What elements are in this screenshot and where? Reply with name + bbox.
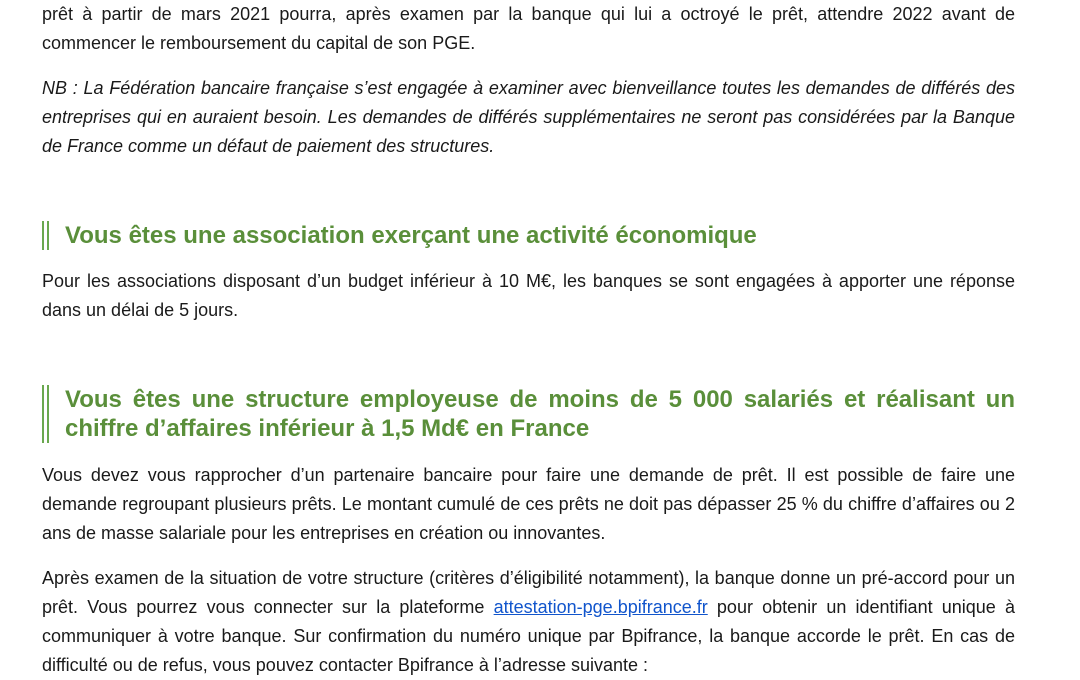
heading-bars-icon <box>42 385 49 443</box>
intro-paragraph <box>42 0 1015 58</box>
bpifrance-attestation-link[interactable]: attestation-pge.bpifrance.fr <box>493 597 708 617</box>
intro-line-1: prêt à partir de mars 2021 pourra, après examen par la banque qui lui a octroyé le prêt, attendre 2022 avant de <box>42 4 1015 24</box>
nb-paragraph: NB : La Fédération bancaire française s’est engagée à examiner avec bienveillance toutes les demandes de différés des entreprises qui en auraient besoin. Les demandes de différés supplémentaires ne seront pas considérées par la Banque de France comme un défaut de paiement des structures. <box>42 78 1015 156</box>
association-paragraph: Pour les associations disposant d’un budget inférieur à 10 M€, les banques se sont engagées à apporter une réponse dans un délai de 5 jours. <box>42 271 1015 320</box>
heading-structure <box>42 385 1015 443</box>
heading-bars-icon <box>42 221 49 250</box>
structure-paragraph-2-start: Après examen de la situation de votre structure (critères d’éligibilité notamment), la banque donne un pré-accord pour un prêt. Vous pourrez vous connecter sur la plateforme <box>42 568 1015 617</box>
structure-paragraph-2-end: pour obtenir un identifiant unique à communiquer à votre banque. Sur confirmation du numéro unique par Bpifrance, la banque accorde le prêt. En cas de difficulté ou de refus, vous pouvez contacter Bpifrance à l’adresse suivante : <box>42 597 1015 675</box>
structure-paragraph-2 <box>42 564 1015 680</box>
heading-association <box>42 221 1015 250</box>
heading-structure-text: Vous êtes une structure employeuse de moins de 5 000 salariés et réalisant un chiffre d’affaires inférieur à 1,5 Md€ en France <box>65 386 1015 442</box>
heading-association-text: Vous êtes une association exerçant une activité économique <box>65 222 757 249</box>
structure-paragraph-1: Vous devez vous rapprocher d’un partenaire bancaire pour faire une demande de prêt. Il est possible de faire une demande regroupant plusieurs prêts. Le montant cumulé de ces prêts ne doit pas dépasser 25 % du chiffre d’affaires ou 2 ans de masse salariale pour les entreprises en création ou innovantes. <box>42 465 1015 543</box>
intro-line-2: commencer le remboursement du capital de son PGE. <box>42 33 476 53</box>
